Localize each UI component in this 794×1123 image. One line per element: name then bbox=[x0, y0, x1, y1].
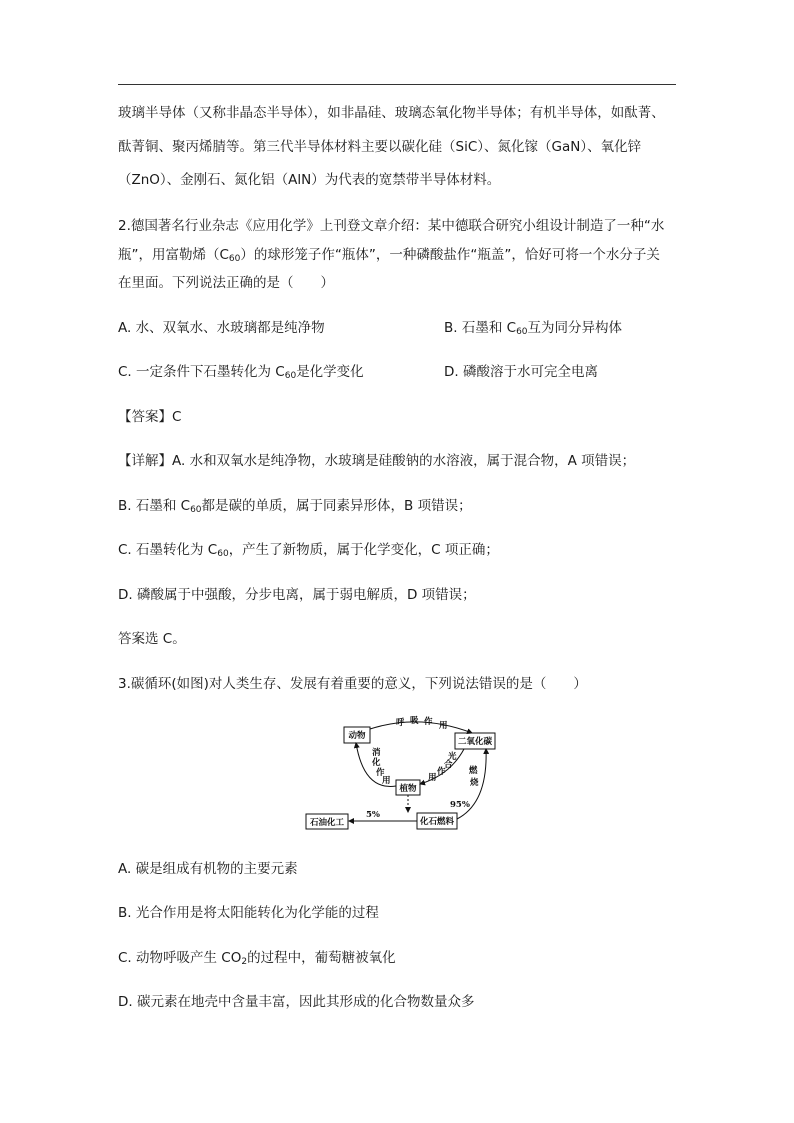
arrow-respiration bbox=[370, 722, 472, 733]
intro-line-1: 玻璃半导体（又称非晶态半导体），如非晶硅、玻璃态氧化物半导体；有机半导体，如酞菁、 bbox=[118, 105, 665, 121]
label-plant: 植物 bbox=[399, 784, 417, 794]
q3-option-d: D. 碳元素在地壳中含量丰富，因此其形成的化合物数量众多 bbox=[118, 994, 475, 1010]
label-photo-3: 作 bbox=[437, 767, 446, 777]
q2-option-b: B. 石墨和 $C_{60}$互为同分异构体 bbox=[444, 320, 623, 337]
intro-line-3: （ZnO）、金刚石、氮化铝（AlN）为代表的宽禁带半导体材料。 bbox=[118, 172, 501, 188]
q3-option-c: C. 动物呼吸产生 $CO_2$的过程中，葡萄糖被氧化 bbox=[118, 950, 396, 967]
q2-stem-line-3: 在里面。下列说法正确的是（ ） bbox=[118, 275, 334, 291]
label-petro: 石油化工 bbox=[309, 818, 345, 828]
label-dig-4: 用 bbox=[382, 776, 391, 786]
q2-option-d: D. 磷酸溶于水可完全电离 bbox=[444, 364, 598, 380]
label-co2: 二氧化碳 bbox=[457, 737, 493, 747]
q3-stem: 3.碳循环(如图)对人类生存、发展有着重要的意义，下列说法错误的是（ ） bbox=[118, 676, 587, 692]
q2-detail-d: D. 磷酸属于中强酸，分步电离，属于弱电解质，D 项错误； bbox=[118, 587, 476, 603]
label-animal: 动物 bbox=[348, 731, 366, 741]
label-dig-1: 消 bbox=[372, 748, 381, 758]
q2-conclusion: 答案选 C。 bbox=[118, 631, 186, 647]
q2-option-a: A. 水、双氧水、水玻璃都是纯净物 bbox=[118, 320, 325, 336]
label-resp-1: 呼 bbox=[396, 718, 405, 728]
label-comb-1: 燃 bbox=[469, 766, 478, 776]
label-fossil: 化石燃料 bbox=[419, 817, 455, 827]
label-photo-2: 合 bbox=[444, 760, 453, 770]
label-95pct: 95% bbox=[450, 800, 470, 810]
q3-option-b: B. 光合作用是将太阳能转化为化学能的过程 bbox=[118, 905, 379, 921]
q2-option-row-1 bbox=[118, 318, 325, 338]
q3-option-a: A. 碳是组成有机物的主要元素 bbox=[118, 861, 298, 877]
q2-stem-line-1: 2.德国著名行业杂志《应用化学》上刊登文章介绍：某中德联合研究小组设计制造了一种“水 bbox=[118, 218, 665, 234]
q2-detail-c: C. 石墨转化为 $C_{60}$，产生了新物质，属于化学变化，C 项正确； bbox=[118, 542, 499, 559]
carbon-cycle-diagram bbox=[300, 713, 500, 835]
label-resp-3: 作 bbox=[424, 717, 433, 727]
q2-stem-line-2: 瓶”，用富勒烯$(C_{60})$的球形笼子作“瓶体”，一种磷酸盐作“瓶盖”，恰好可将一个水分子关 bbox=[118, 247, 660, 264]
label-resp-2: 吸 bbox=[410, 716, 419, 726]
q2-answer: 【答案】C bbox=[118, 409, 182, 425]
q2-option-c: C. 一定条件下石墨转化为 $C_{60}$是化学变化 bbox=[118, 364, 364, 381]
header-rule bbox=[118, 84, 676, 85]
q2-detail-a: 【详解】A. 水和双氧水是纯净物，水玻璃是硅酸钠的水溶液，属于混合物，A 项错误； bbox=[118, 453, 636, 469]
label-photo-1: 光 bbox=[448, 752, 457, 762]
label-dig-2: 化 bbox=[372, 758, 381, 768]
label-5pct: 5% bbox=[366, 810, 380, 820]
label-photo-4: 用 bbox=[428, 773, 437, 783]
intro-line-2: 酞菁铜、聚丙烯腈等。第三代半导体材料主要以碳化硅（SiC）、氮化镓（GaN）、氧化锌 bbox=[118, 139, 642, 155]
label-dig-3: 作 bbox=[376, 768, 385, 778]
q2-detail-b: B. 石墨和 $C_{60}$都是碳的单质，属于同素异形体，B 项错误； bbox=[118, 498, 472, 515]
label-comb-2: 烧 bbox=[470, 778, 479, 788]
label-resp-4: 用 bbox=[439, 721, 448, 731]
